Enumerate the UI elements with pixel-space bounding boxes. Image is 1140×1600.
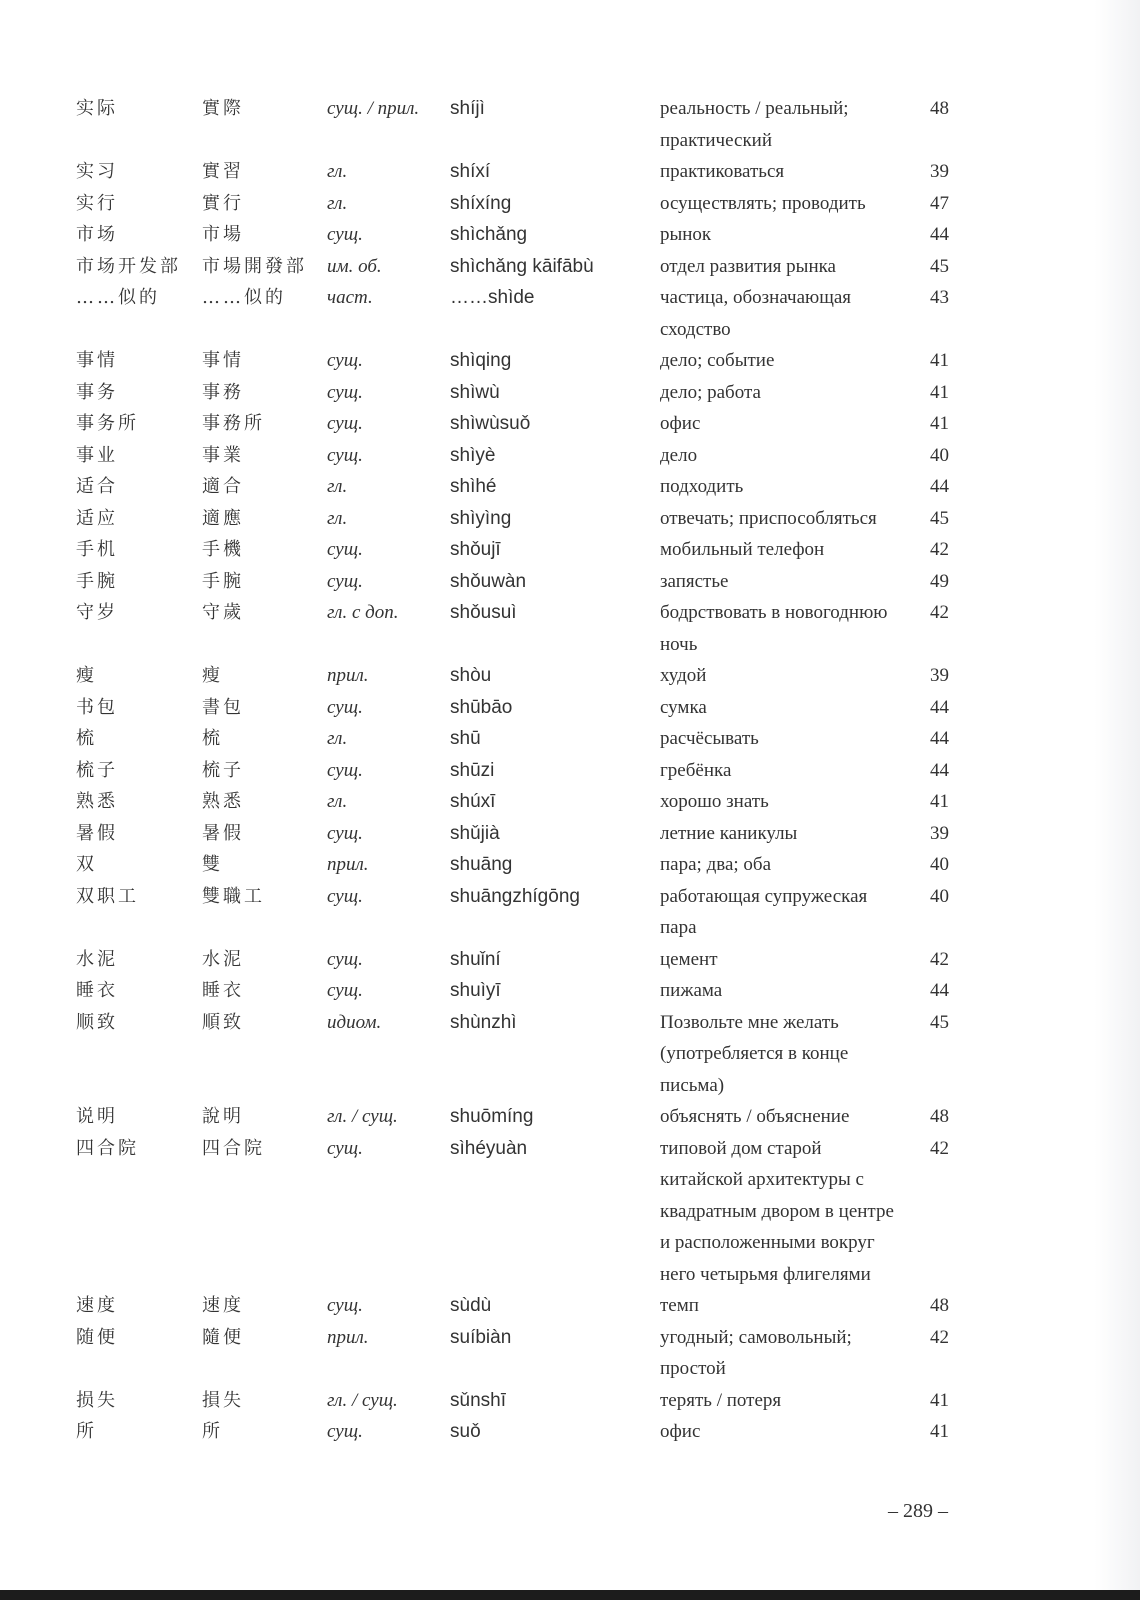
translation-line: терять / потеря xyxy=(660,1389,782,1411)
lesson-number: 42 xyxy=(930,1137,949,1159)
simplified-word: 说明 xyxy=(76,1106,118,1127)
pinyin: shuǐní xyxy=(450,948,501,970)
translation-line: расчёсывать xyxy=(660,728,759,749)
pinyin: shuìyī xyxy=(450,980,501,1001)
traditional-word: 事業 xyxy=(202,444,244,466)
translation xyxy=(660,818,940,850)
traditional-word: 損失 xyxy=(202,1389,244,1411)
translation xyxy=(660,534,940,566)
translation xyxy=(660,786,940,818)
traditional-word: 適合 xyxy=(202,476,244,497)
simplified-word: ……似的 xyxy=(76,287,160,308)
pinyin: shìqing xyxy=(450,350,512,371)
translation-line: худой xyxy=(660,665,707,686)
part-of-speech: гл. / сущ. xyxy=(327,1389,398,1411)
translation xyxy=(660,1007,940,1102)
simplified-word: 手腕 xyxy=(76,570,118,592)
lesson-number: 45 xyxy=(930,1011,949,1033)
traditional-word: 梳 xyxy=(202,728,223,749)
translation xyxy=(660,251,940,283)
pinyin: ……shìde xyxy=(450,287,535,308)
simplified-word: 事务所 xyxy=(76,413,139,434)
part-of-speech: сущ. xyxy=(327,1295,363,1316)
traditional-word: 速度 xyxy=(202,1295,244,1316)
traditional-word: ……似的 xyxy=(202,287,286,308)
part-of-speech: им. об. xyxy=(327,255,382,277)
traditional-word: 暑假 xyxy=(202,822,244,844)
translation-line: гребёнка xyxy=(660,759,732,781)
lesson-number: 41 xyxy=(930,1421,949,1442)
pinyin: sìhéyuàn xyxy=(450,1137,528,1159)
translation xyxy=(660,503,940,535)
translation-line: простой xyxy=(660,1358,726,1379)
simplified-word: 速度 xyxy=(76,1295,118,1316)
translation-line: частица, обозначающая xyxy=(660,287,851,308)
pinyin: shūzi xyxy=(450,759,495,781)
simplified-word: 损失 xyxy=(76,1389,118,1411)
translation-line: бодрствовать в новогоднюю xyxy=(660,602,888,623)
simplified-word: 事业 xyxy=(76,444,118,466)
translation-line: Позвольте мне желать xyxy=(660,1011,839,1033)
part-of-speech: сущ. xyxy=(327,980,363,1001)
traditional-word: 四合院 xyxy=(202,1137,265,1159)
traditional-word: 水泥 xyxy=(202,948,244,970)
traditional-word: 瘦 xyxy=(202,665,223,686)
simplified-word: 熟悉 xyxy=(76,791,118,812)
translation-line: практиковаться xyxy=(660,161,785,182)
translation-line: запястье xyxy=(660,570,729,592)
translation-line: работающая супружеская xyxy=(660,885,868,907)
traditional-word: 隨便 xyxy=(202,1326,244,1348)
translation-line: подходить xyxy=(660,476,744,497)
traditional-word: 順致 xyxy=(202,1011,244,1033)
part-of-speech: гл. xyxy=(327,192,348,214)
translation xyxy=(660,377,940,409)
traditional-word: 書包 xyxy=(202,696,244,718)
translation xyxy=(660,440,940,472)
part-of-speech: сущ. xyxy=(327,381,363,403)
translation-line: дело xyxy=(660,444,698,466)
lesson-number: 42 xyxy=(930,539,949,560)
pinyin: suíbiàn xyxy=(450,1326,512,1348)
pinyin: shúxī xyxy=(450,791,496,812)
pinyin: shǔjià xyxy=(450,822,500,844)
pinyin: suǒ xyxy=(450,1421,481,1442)
pinyin: shuāng xyxy=(450,854,513,875)
simplified-word: 四合院 xyxy=(76,1137,139,1159)
part-of-speech: сущ. xyxy=(327,350,363,371)
traditional-word: 睡衣 xyxy=(202,980,244,1001)
translation-line: угодный; самовольный; xyxy=(660,1326,852,1348)
translation xyxy=(660,345,940,377)
simplified-word: 所 xyxy=(76,1421,97,1442)
translation xyxy=(660,1385,940,1417)
translation-line: летние каникулы xyxy=(660,822,798,844)
lesson-number: 40 xyxy=(930,854,949,875)
pinyin: shìhé xyxy=(450,476,497,497)
lesson-number: 45 xyxy=(930,507,949,529)
translation-line: отвечать; приспособляться xyxy=(660,507,877,529)
part-of-speech: сущ. xyxy=(327,570,363,592)
pinyin: sǔnshī xyxy=(450,1389,506,1411)
translation xyxy=(660,156,940,188)
pinyin: shùnzhì xyxy=(450,1011,517,1033)
pinyin: shū xyxy=(450,728,481,749)
scan-bottom-edge xyxy=(0,1590,1140,1600)
part-of-speech: сущ. xyxy=(327,1421,363,1442)
lesson-number: 39 xyxy=(930,161,949,182)
lesson-number: 48 xyxy=(930,98,949,119)
pinyin: shūbāo xyxy=(450,696,513,718)
translation-line: объяснять / объяснение xyxy=(660,1106,850,1127)
part-of-speech: гл. xyxy=(327,791,348,812)
pinyin: shíxí xyxy=(450,161,491,182)
lesson-number: 39 xyxy=(930,822,949,844)
traditional-word: 實習 xyxy=(202,161,244,182)
traditional-word: 市場開發部 xyxy=(202,255,307,277)
lesson-number: 49 xyxy=(930,570,949,592)
lesson-number: 41 xyxy=(930,1389,949,1411)
simplified-word: 实际 xyxy=(76,98,118,119)
pinyin: shìwùsuǒ xyxy=(450,413,531,434)
translation-line: письма) xyxy=(660,1074,725,1096)
part-of-speech: сущ. xyxy=(327,444,363,466)
traditional-word: 雙 xyxy=(202,854,223,875)
traditional-word: 實行 xyxy=(202,192,244,214)
lesson-number: 44 xyxy=(930,224,949,245)
translation-line: реальность / реальный; xyxy=(660,98,849,119)
translation xyxy=(660,566,940,598)
translation xyxy=(660,1322,940,1385)
lesson-number: 44 xyxy=(930,759,949,781)
part-of-speech: сущ. xyxy=(327,1137,363,1159)
part-of-speech: сущ. xyxy=(327,948,363,970)
translation xyxy=(660,282,940,345)
translation-line: рынок xyxy=(660,224,712,245)
translation-line: офис xyxy=(660,413,701,434)
simplified-word: 顺致 xyxy=(76,1011,118,1033)
simplified-word: 适应 xyxy=(76,507,118,529)
part-of-speech: гл. с доп. xyxy=(327,602,399,623)
translation-line: типовой дом старой xyxy=(660,1137,822,1159)
pinyin: shíjì xyxy=(450,98,485,119)
simplified-word: 梳 xyxy=(76,728,97,749)
translation xyxy=(660,1290,940,1322)
traditional-word: 手腕 xyxy=(202,570,244,592)
pinyin: shìchǎng xyxy=(450,224,528,245)
translation xyxy=(660,219,940,251)
translation-line: хорошо знать xyxy=(660,791,769,812)
simplified-word: 守岁 xyxy=(76,602,118,623)
translation-line: мобильный телефон xyxy=(660,539,825,560)
lesson-number: 41 xyxy=(930,381,949,403)
simplified-word: 双 xyxy=(76,854,97,875)
translation-line: сходство xyxy=(660,318,731,340)
traditional-word: 適應 xyxy=(202,507,244,529)
translation-line: дело; работа xyxy=(660,381,761,403)
pinyin: shíxíng xyxy=(450,192,512,214)
part-of-speech: сущ. xyxy=(327,885,363,907)
lesson-number: 47 xyxy=(930,192,949,214)
translation xyxy=(660,881,940,944)
translation xyxy=(660,1101,940,1133)
translation-line: и расположенными вокруг xyxy=(660,1232,875,1253)
simplified-word: 适合 xyxy=(76,476,118,497)
pinyin: shǒuwàn xyxy=(450,570,527,592)
traditional-word: 梳子 xyxy=(202,759,244,781)
part-of-speech: сущ. xyxy=(327,224,363,245)
lesson-number: 44 xyxy=(930,696,949,718)
translation xyxy=(660,471,940,503)
pinyin: shǒujī xyxy=(450,539,501,560)
translation xyxy=(660,944,940,976)
simplified-word: 双职工 xyxy=(76,885,139,907)
translation-line: темп xyxy=(660,1295,699,1316)
traditional-word: 手機 xyxy=(202,539,244,560)
part-of-speech: гл. xyxy=(327,476,348,497)
part-of-speech: сущ. xyxy=(327,759,363,781)
translation xyxy=(660,93,940,156)
translation-line: (употребляется в конце xyxy=(660,1043,849,1064)
part-of-speech: гл. xyxy=(327,161,348,182)
pinyin: sùdù xyxy=(450,1295,492,1316)
simplified-word: 书包 xyxy=(76,696,118,718)
translation-line: пара xyxy=(660,917,697,938)
traditional-word: 熟悉 xyxy=(202,791,244,812)
translation-line: пара; два; оба xyxy=(660,854,772,875)
traditional-word: 所 xyxy=(202,1421,223,1442)
traditional-word: 事務 xyxy=(202,381,244,403)
lesson-number: 45 xyxy=(930,255,949,277)
lesson-number: 41 xyxy=(930,791,949,812)
pinyin: shǒusuì xyxy=(450,602,517,623)
part-of-speech: идиом. xyxy=(327,1011,382,1033)
translation xyxy=(660,408,940,440)
pinyin: shìyìng xyxy=(450,507,512,529)
translation xyxy=(660,755,940,787)
lesson-number: 42 xyxy=(930,1326,949,1348)
translation-line: пижама xyxy=(660,980,723,1001)
traditional-word: 守歲 xyxy=(202,602,244,623)
translation-line: отдел развития рынка xyxy=(660,255,836,277)
translation-line: сумка xyxy=(660,696,707,718)
lesson-number: 43 xyxy=(930,287,949,308)
lesson-number: 48 xyxy=(930,1106,949,1127)
pinyin: shìchǎng kāifābù xyxy=(450,255,594,277)
part-of-speech: сущ. xyxy=(327,539,363,560)
lesson-number: 48 xyxy=(930,1295,949,1316)
lesson-number: 44 xyxy=(930,980,949,1001)
pinyin: shuāngzhígōng xyxy=(450,885,580,907)
translation xyxy=(660,188,940,220)
translation-line: цемент xyxy=(660,948,718,970)
translation xyxy=(660,660,940,692)
lesson-number: 41 xyxy=(930,350,949,371)
part-of-speech: сущ. xyxy=(327,822,363,844)
part-of-speech: гл. xyxy=(327,507,348,529)
part-of-speech: част. xyxy=(327,287,373,308)
page-number: – 289 – xyxy=(888,1500,948,1522)
simplified-word: 暑假 xyxy=(76,822,118,844)
translation xyxy=(660,723,940,755)
translation-line: офис xyxy=(660,1421,701,1442)
simplified-word: 手机 xyxy=(76,539,118,560)
part-of-speech: прил. xyxy=(327,1326,369,1348)
simplified-word: 水泥 xyxy=(76,948,118,970)
translation xyxy=(660,1416,940,1448)
simplified-word: 随便 xyxy=(76,1326,118,1348)
pinyin: shòu xyxy=(450,665,492,686)
translation-line: китайской архитектуры с xyxy=(660,1169,864,1190)
part-of-speech: гл. xyxy=(327,728,348,749)
translation xyxy=(660,975,940,1007)
lesson-number: 44 xyxy=(930,476,949,497)
lesson-number: 39 xyxy=(930,665,949,686)
part-of-speech: прил. xyxy=(327,665,369,686)
translation xyxy=(660,692,940,724)
traditional-word: 事務所 xyxy=(202,413,265,434)
translation-line: него четырьмя флигелями xyxy=(660,1263,871,1285)
lesson-number: 42 xyxy=(930,948,949,970)
traditional-word: 實際 xyxy=(202,98,244,119)
pinyin: shìwù xyxy=(450,381,500,403)
part-of-speech: гл. / сущ. xyxy=(327,1106,398,1127)
lesson-number: 40 xyxy=(930,885,949,907)
simplified-word: 瘦 xyxy=(76,665,97,686)
simplified-word: 事情 xyxy=(76,350,118,371)
pinyin: shìyè xyxy=(450,444,496,466)
translation xyxy=(660,1133,940,1291)
lesson-number: 40 xyxy=(930,444,949,466)
lesson-number: 41 xyxy=(930,413,949,434)
part-of-speech: прил. xyxy=(327,854,369,875)
simplified-word: 实行 xyxy=(76,192,118,214)
translation-line: ночь xyxy=(660,633,698,655)
simplified-word: 市场 xyxy=(76,224,118,245)
translation-line: практический xyxy=(660,129,773,151)
simplified-word: 睡衣 xyxy=(76,980,118,1001)
part-of-speech: сущ. xyxy=(327,696,363,718)
translation xyxy=(660,849,940,881)
simplified-word: 梳子 xyxy=(76,759,118,781)
traditional-word: 雙職工 xyxy=(202,885,265,907)
part-of-speech: сущ. / прил. xyxy=(327,98,420,119)
traditional-word: 事情 xyxy=(202,350,244,371)
traditional-word: 市場 xyxy=(202,224,244,245)
simplified-word: 实习 xyxy=(76,161,118,182)
lesson-number: 42 xyxy=(930,602,949,623)
traditional-word: 說明 xyxy=(202,1106,244,1127)
part-of-speech: сущ. xyxy=(327,413,363,434)
translation-line: дело; событие xyxy=(660,350,775,371)
lesson-number: 44 xyxy=(930,728,949,749)
translation xyxy=(660,597,940,660)
translation-line: квадратным двором в центре xyxy=(660,1200,894,1222)
simplified-word: 事务 xyxy=(76,381,118,403)
simplified-word: 市场开发部 xyxy=(76,255,181,277)
translation-line: осуществлять; проводить xyxy=(660,192,866,214)
pinyin: shuōmíng xyxy=(450,1106,534,1127)
